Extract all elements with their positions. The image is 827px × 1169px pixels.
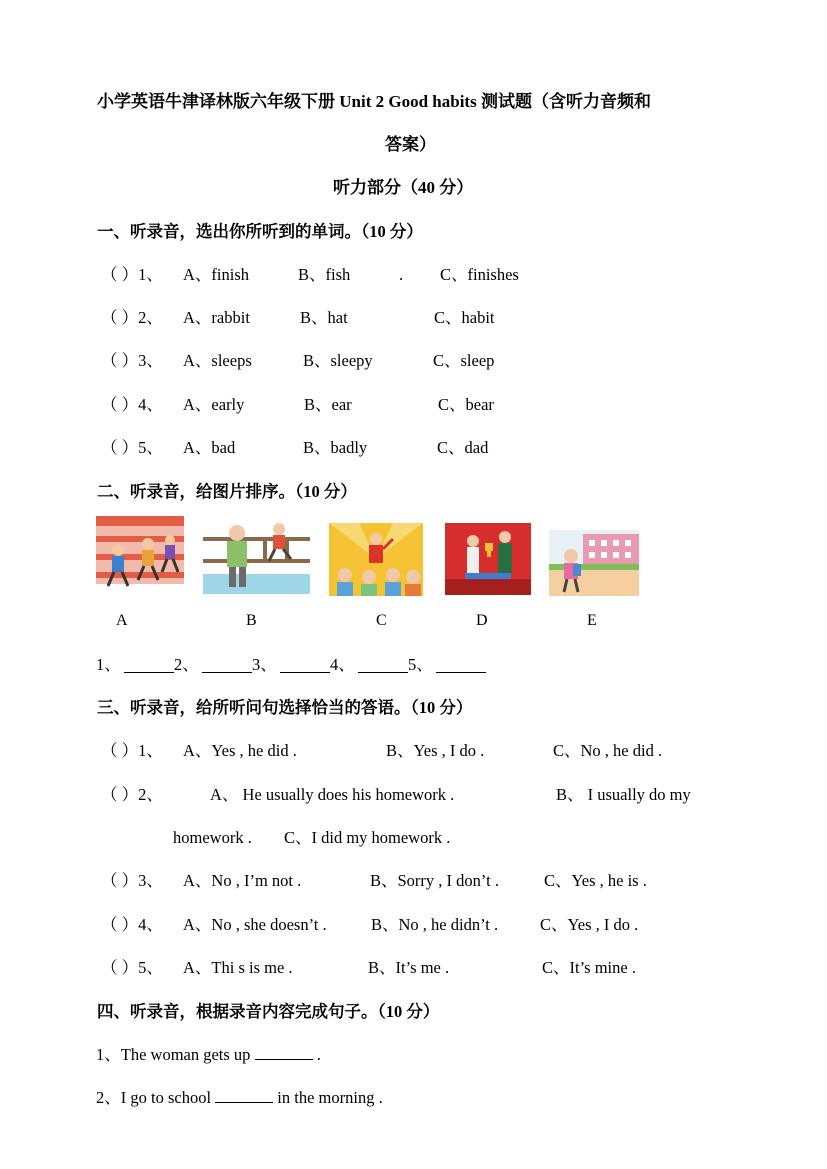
question-number: （ ）3、 bbox=[101, 351, 163, 370]
sentence-text: in the morning . bbox=[273, 1088, 383, 1107]
question-number: （ ）2、 bbox=[101, 785, 163, 804]
option-b: B、Yes , I do . bbox=[386, 741, 485, 760]
option-a: A、No , I’m not . bbox=[183, 871, 302, 890]
option-c: C、No , he did . bbox=[553, 741, 663, 760]
sentence-text: 1、The woman gets up bbox=[96, 1045, 255, 1064]
question-number: （ ）4、 bbox=[101, 395, 163, 414]
section4-heading: 四、听录音，根据录音内容完成句子。（10 分） bbox=[97, 1002, 440, 1021]
picture-label-d: D bbox=[476, 612, 488, 629]
option-b: B、hat bbox=[300, 308, 348, 327]
option-a: A、sleeps bbox=[183, 351, 252, 370]
singing-performance-picture bbox=[329, 523, 423, 596]
old-man-and-girl-picture bbox=[203, 519, 310, 594]
answer-label-3: 3、 bbox=[252, 655, 277, 674]
option-b: B、ear bbox=[304, 395, 352, 414]
question-number: （ ）5、 bbox=[101, 438, 163, 457]
stray-mark: . bbox=[399, 265, 404, 284]
section3-heading: 三、听录音，给所听问句选择恰当的答语。（10 分） bbox=[97, 698, 473, 717]
option-a: A、bad bbox=[183, 438, 236, 457]
question-number: （ ）1、 bbox=[101, 265, 163, 284]
option-c: C、habit bbox=[434, 308, 495, 327]
sentence-blank[interactable] bbox=[255, 1045, 313, 1060]
answer-blank-1[interactable] bbox=[124, 658, 174, 673]
option-b: B、badly bbox=[303, 438, 368, 457]
option-c: C、sleep bbox=[433, 351, 495, 370]
answer-blank-3[interactable] bbox=[280, 658, 330, 673]
section4-sentence-1 bbox=[96, 1045, 321, 1065]
option-a: A、finish bbox=[183, 265, 249, 284]
option-a: A、early bbox=[183, 395, 245, 414]
title-line-1: 小学英语牛津译林版六年级下册 Unit 2 Good habits 测试题（含听力音频和 bbox=[97, 92, 651, 111]
option-a: A、rabbit bbox=[183, 308, 250, 327]
section2-heading: 二、听录音，给图片排序。（10 分） bbox=[97, 482, 357, 501]
question-number: （ ）2、 bbox=[101, 308, 163, 327]
section4-sentence-2 bbox=[96, 1088, 383, 1108]
option-c: C、Yes , he is . bbox=[544, 871, 647, 890]
option-c: C、bear bbox=[438, 395, 494, 414]
question-number: （ ）4、 bbox=[101, 915, 163, 934]
answer-label-1: 1、 bbox=[96, 655, 121, 674]
sentence-text: . bbox=[312, 1045, 321, 1064]
answer-label-4: 4、 bbox=[330, 655, 355, 674]
sentence-text: 2、I go to school bbox=[96, 1088, 216, 1107]
option-b: B、No , he didn’t . bbox=[371, 915, 499, 934]
answer-label-5: 5、 bbox=[408, 655, 433, 674]
picture-label-b: B bbox=[246, 612, 257, 629]
question-number: （ ）3、 bbox=[101, 871, 163, 890]
option-c: C、finishes bbox=[440, 265, 519, 284]
option-b: B、fish bbox=[298, 265, 351, 284]
option-b: B、sleepy bbox=[303, 351, 373, 370]
option-b: B、Sorry , I don’t . bbox=[370, 871, 499, 890]
title-line-2: 答案） bbox=[385, 135, 436, 154]
answer-blank-2[interactable] bbox=[202, 658, 252, 673]
question-number: （ ）1、 bbox=[101, 741, 163, 760]
option-a: A、Thi s is me . bbox=[183, 958, 293, 977]
children-running-picture bbox=[96, 516, 184, 596]
option-c: C、dad bbox=[437, 438, 489, 457]
answer-blank-5[interactable] bbox=[436, 658, 486, 673]
option-b: B、It’s me . bbox=[368, 958, 450, 977]
option-c: C、I did my homework . bbox=[284, 828, 451, 847]
section1-heading: 一、听录音，选出你所听到的单词。（10 分） bbox=[97, 222, 423, 241]
picture-label-c: C bbox=[376, 612, 387, 629]
option-a: A、Yes , he did . bbox=[183, 741, 297, 760]
option-a: A、No , she doesn’t . bbox=[183, 915, 327, 934]
answer-blank-4[interactable] bbox=[358, 658, 408, 673]
girl-going-to-school-picture bbox=[549, 530, 639, 596]
option-a: A、 He usually does his homework . bbox=[210, 785, 455, 804]
picture-label-a: A bbox=[116, 612, 128, 629]
option-b: B、 I usually do my bbox=[556, 785, 691, 804]
listening-heading: 听力部分（40 分） bbox=[333, 178, 474, 197]
sentence-blank[interactable] bbox=[215, 1088, 273, 1103]
option-b-continued: homework . bbox=[173, 828, 252, 847]
question-number: （ ）5、 bbox=[101, 958, 163, 977]
option-c: C、It’s mine . bbox=[542, 958, 636, 977]
picture-label-e: E bbox=[587, 612, 597, 629]
award-ceremony-picture bbox=[445, 523, 531, 595]
option-c: C、Yes , I do . bbox=[540, 915, 639, 934]
answer-label-2: 2、 bbox=[174, 655, 199, 674]
